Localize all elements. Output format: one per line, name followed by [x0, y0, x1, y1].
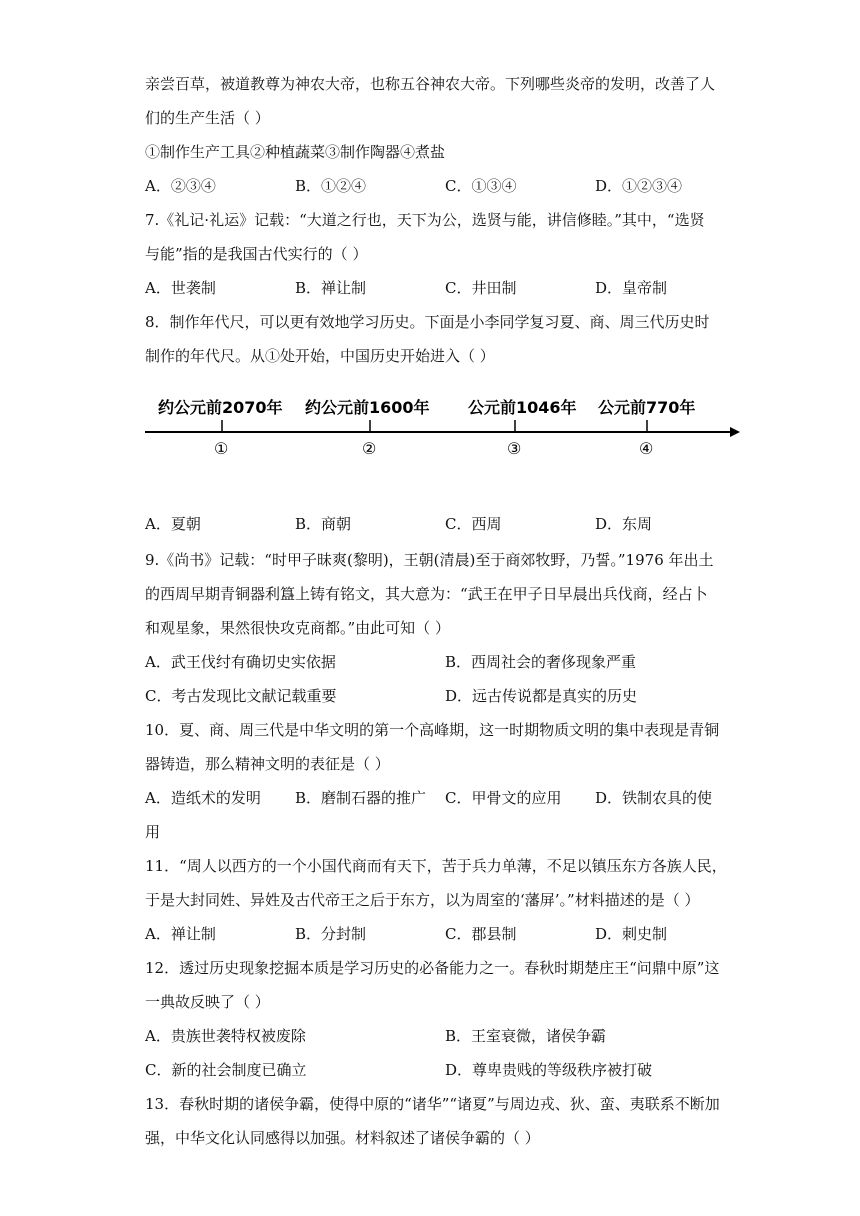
option: A．世袭制: [145, 279, 216, 297]
option: D．刺史制: [595, 925, 668, 943]
timeline-number: ④: [639, 439, 654, 458]
text-line: 9.《尚书》记载：“时甲子昧爽(黎明)，王朝(清晨)至于商郊牧野，乃誓。”1976 年出土: [145, 551, 714, 569]
option: C．①③④: [445, 177, 517, 195]
text-line: 于是大封同姓、异姓及古代帝王之后于东方，以为周室的‘藩屏’。”材料描述的是（ ）: [145, 891, 700, 909]
text-line: 与能”指的是我国古代实行的（ ）: [145, 245, 368, 263]
text-line: 一典故反映了（ ）: [145, 993, 270, 1011]
option: B．分封制: [295, 925, 367, 943]
text-line: 强，中华文化认同感得以加强。材料叙述了诸侯争霸的（ ）: [145, 1129, 540, 1147]
option: D．东周: [595, 515, 653, 533]
option: A．贵族世袭特权被废除: [145, 1027, 306, 1045]
timeline-label: 公元前1046年: [468, 398, 577, 417]
option: A．造纸术的发明: [145, 789, 261, 807]
text-line: 12．透过历史现象挖掘本质是学习历史的必备能力之一。春秋时期楚庄王“问鼎中原”这: [145, 959, 720, 977]
option: D．皇帝制: [595, 279, 668, 297]
text-line: 10．夏、商、周三代是中华文明的第一个高峰期，这一时期物质文明的集中表现是青铜: [145, 721, 720, 739]
option: B．禅让制: [295, 279, 367, 297]
option: D．①②③④: [595, 177, 683, 195]
timeline-label: 公元前770年: [598, 398, 696, 417]
timeline-number: ②: [362, 439, 377, 458]
option: B．西周社会的奢侈现象严重: [445, 653, 637, 671]
text-line: 和观星象，果然很快攻克商都。”由此可知（ ）: [145, 619, 450, 637]
text-line: ①制作生产工具②种植蔬菜③制作陶器④煮盐: [145, 143, 446, 161]
text-line: 用: [145, 823, 161, 841]
text-line: 亲尝百草，被道教尊为神农大帝，也称五谷神农大帝。下列哪些炎帝的发明，改善了人: [145, 75, 716, 93]
option: D．远古传说都是真实的历史: [445, 687, 638, 705]
option: C．新的社会制度已确立: [145, 1061, 307, 1079]
text-line: 11．“周人以西方的一个小国代商而有天下，苦于兵力单薄，不足以镇压东方各族人民，: [145, 857, 727, 875]
option: A．夏朝: [145, 515, 201, 533]
timeline-figure: [140, 390, 750, 470]
option: A．②③④: [145, 177, 216, 195]
text-line: 们的生产生活（ ）: [145, 109, 270, 127]
option: A．禅让制: [145, 925, 216, 943]
text-line: 7.《礼记·礼运》记载：“大道之行也，天下为公，选贤与能，讲信修睦。”其中，“选贤: [145, 211, 705, 229]
option: A．武王伐纣有确切史实依据: [145, 653, 336, 671]
timeline-number: ③: [507, 439, 522, 458]
option: C．西周: [445, 515, 502, 533]
option: B．王室衰微，诸侯争霸: [445, 1027, 607, 1045]
option: C．井田制: [445, 279, 517, 297]
option: D．铁制农具的使: [595, 789, 713, 807]
option: C．甲骨文的应用: [445, 789, 562, 807]
timeline-label: 约公元前2070年: [158, 398, 283, 417]
text-line: 器铸造，那么精神文明的表征是（ ）: [145, 755, 390, 773]
text-line: 8．制作年代尺，可以更有效地学习历史。下面是小李同学复习夏、商、周三代历史时: [145, 313, 710, 331]
text-line: 的西周早期青铜器利簋上铸有铭文，其大意为：“武王在甲子日早晨出兵伐商，经占卜: [145, 585, 708, 603]
option: B．商朝: [295, 515, 352, 533]
option: C．郡县制: [445, 925, 517, 943]
text-line: 13．春秋时期的诸侯争霸，使得中原的“诸华”“诸夏”与周边戎、狄、蛮、夷联系不断加: [145, 1095, 720, 1113]
timeline-number: ①: [214, 439, 229, 458]
text-line: 制作的年代尺。从①处开始，中国历史开始进入（ ）: [145, 347, 495, 365]
timeline-label: 约公元前1600年: [305, 398, 430, 417]
option: D．尊卑贵贱的等级秩序被打破: [445, 1061, 653, 1079]
option: B．磨制石器的推广: [295, 789, 427, 807]
option: C．考古发现比文献记载重要: [145, 687, 337, 705]
option: B．①②④: [295, 177, 367, 195]
